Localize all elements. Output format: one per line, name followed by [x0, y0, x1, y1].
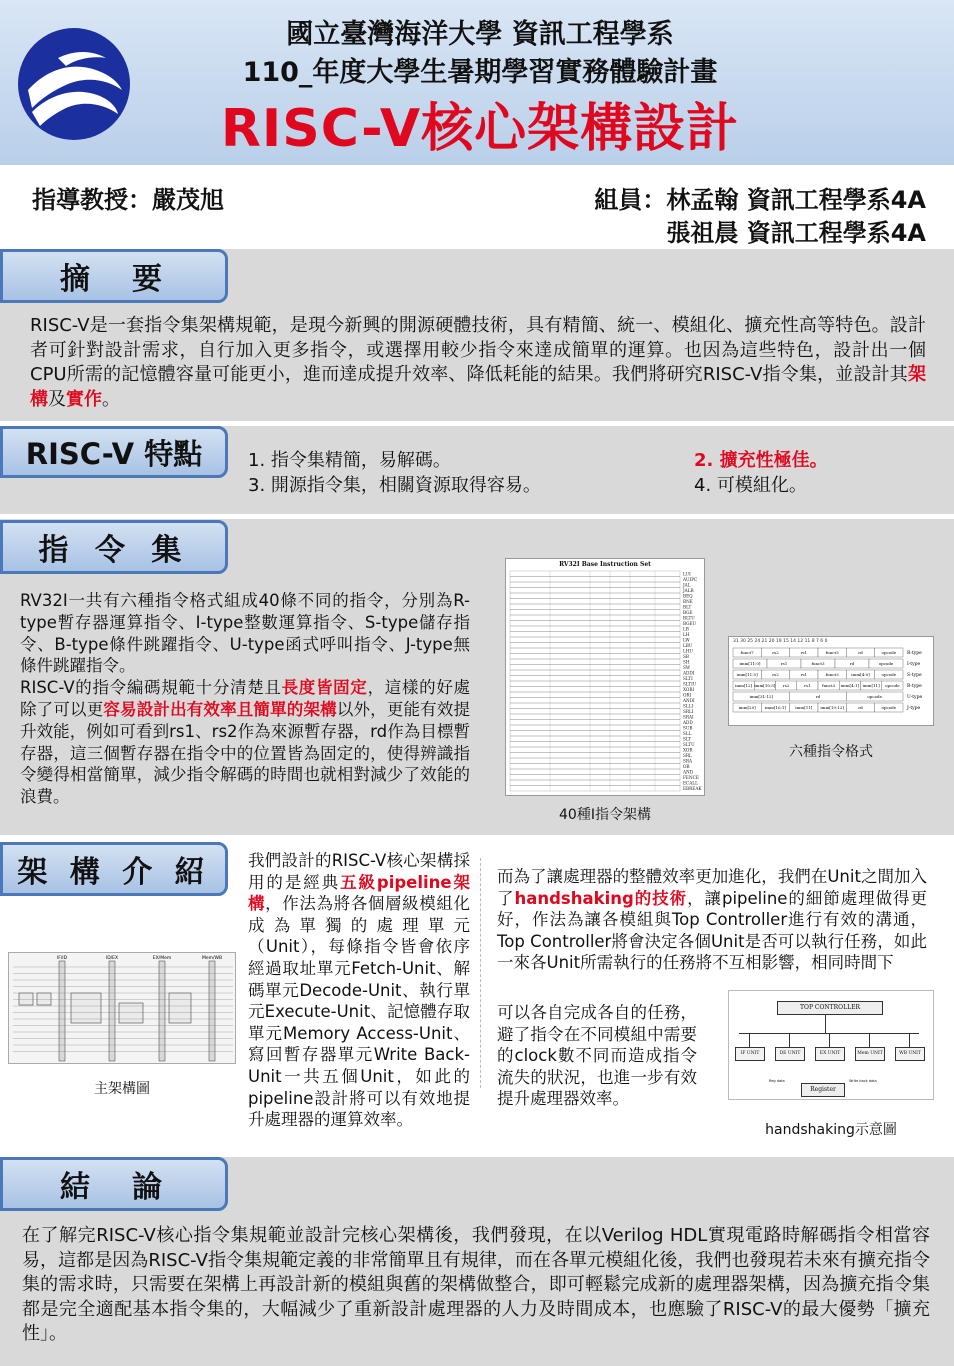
table-row	[510, 747, 680, 753]
format-field-label: imm[11:5]	[736, 672, 758, 677]
arch-right-text-2: 可以各自完成各自的任務，避了指令在不同模組中需要的clock數不同而造成指令流失的狀況，也進一步有效提升處理器效率。	[497, 1003, 697, 1109]
abstract-text: RISC-V是一套指令集架構規範，是現今新興的開源硬體技術，具有精簡、統一、模組化、擴充性高等特色。設計者可針對設計需求，自行加入更多指令，或選擇用較少指令來達成簡單的運算。也因為這些特色，設計出一個CPU所需的記憶體容量可能更小，進而達成提升效率、降低耗能的結果。我們將研究RISC-V指令集，並設計其架構及實作。	[30, 315, 926, 410]
format-field-label: rs1	[780, 661, 788, 666]
mnemonic-label: BGEU	[683, 620, 697, 626]
format-rows	[729, 646, 934, 726]
mnemonic-label: JALR	[683, 587, 694, 593]
format-field-label: imm[31:12]	[749, 694, 774, 699]
caption-main-arch: 主架構圖	[94, 1081, 150, 1097]
table-row	[510, 780, 680, 786]
feature-3: 3. 開源指令集，相關資源取得容易。	[248, 475, 541, 496]
stage-label: IF/ID	[56, 956, 68, 961]
format-field-label: imm[11]	[795, 705, 813, 710]
format-field-label: imm[10:1]	[765, 705, 786, 710]
format-field-label: rs2	[772, 672, 779, 677]
mnemonic-label: SLL	[683, 730, 692, 736]
mnemonic-label: SH	[683, 659, 690, 665]
mnemonic-label: SLTI	[683, 675, 693, 681]
mnemonic-label: SLTIU	[683, 681, 697, 687]
mnemonic-label: LH	[683, 631, 690, 637]
datapath-block	[169, 993, 191, 1023]
table-row	[510, 676, 680, 682]
format-field-label: funct3	[811, 661, 825, 666]
format-field-label: rs2	[772, 650, 779, 655]
table-row	[510, 659, 680, 665]
mnemonic-label: SRAI	[683, 714, 694, 720]
table-row	[510, 698, 680, 704]
table-row	[510, 599, 680, 605]
table-row	[510, 577, 680, 583]
pipeline-register	[159, 961, 165, 1061]
table-row	[510, 621, 680, 627]
mnemonic-label: EBREAK	[683, 785, 702, 791]
instruction-formats	[728, 636, 934, 726]
table-row	[510, 632, 680, 638]
mnemonic-label: SUB	[683, 725, 693, 731]
table-row	[510, 626, 680, 632]
format-field-label: rs1	[800, 650, 808, 655]
advisor-name: 指導教授：嚴茂旭	[32, 186, 224, 214]
feature-1: 1. 指令集精簡，易解碼。	[248, 450, 451, 471]
format-field-label: imm[12]	[735, 683, 753, 688]
mnemonic-label: BEQ	[683, 593, 693, 599]
table-row	[510, 670, 680, 676]
mnemonic-label: BLTU	[683, 615, 695, 621]
mnemonic-label: JAL	[683, 582, 691, 588]
format-type-label: I-type	[907, 662, 921, 667]
format-field-label: rd	[858, 650, 863, 655]
handshake-line	[869, 1033, 870, 1047]
mnemonic-label: SLLI	[683, 703, 694, 709]
wave-logo-icon	[18, 28, 130, 140]
table-row	[510, 720, 680, 726]
write-back-label: Write back data	[849, 1079, 877, 1083]
pipeline-schematic	[9, 953, 236, 1064]
handshaking-diagram	[728, 990, 934, 1100]
mnemonic-label: LW	[683, 637, 690, 643]
conclusion-heading: 結 論	[0, 1157, 228, 1211]
mnemonic-label: AND	[683, 769, 694, 775]
datapath-block	[37, 993, 51, 1005]
format-type-label: S-type	[907, 673, 922, 678]
table-row	[510, 654, 680, 660]
mnemonic-label: LUI	[683, 571, 691, 577]
format-field-label: funct7	[740, 650, 754, 655]
caption-instruction-table: 40種I指令架構	[559, 807, 651, 823]
university-name: 國立臺灣海洋大學 資訊工程學系	[286, 19, 674, 50]
handshake-line	[749, 1033, 750, 1047]
mnemonic-label: FENCE	[683, 774, 699, 780]
arch-left-text: 我們設計的RISC-V核心架構採用的是經典五級pipeline架構，作法為將各個層級模組化成為單獨的處理單元（Unit），每條指令皆會依序經過取址單元Fetch-Unit、解碼單元Decode-Unit、執行單元Execute-Unit、記憶體存取單元Memory Access-Unit、寫回暫存器單元Write Back-Unit一共五個Unit，如此的pipeline設計將可以有效地提升處理器的運算效率。	[248, 851, 471, 1130]
table-row	[510, 610, 680, 616]
stage-label: ID/EX	[105, 956, 119, 961]
table-row	[510, 736, 680, 742]
format-field-label: funct3	[825, 650, 839, 655]
pipeline-register	[209, 961, 215, 1061]
conclusion-text: 在了解完RISC-V核心指令集規範並設計完核心架構後，我們發現，在以Verilog HDL實現電路時解碼指令相當容易，這都是因為RISC-V指令集規範定義的非常簡單且有規律，而在各單元模組化後，我們也發現若未來有擴充指令集的需求時，只需要在架構上再設計新的模組與舊的架構做整合，即可輕鬆完成新的處理器架構，因為擴充指令集都是完全適配基本指令集的，大幅減少了重新設計處理器的人力及時間成本，也應驗了RISC-V的最大優勢「擴充性」。	[22, 1225, 930, 1344]
table-row	[510, 582, 680, 588]
mnemonic-label: BNE	[683, 598, 693, 604]
pipeline-unit-box: IF UNIT	[735, 1047, 765, 1061]
university-logo	[18, 28, 130, 140]
format-field-label: rs2	[782, 683, 790, 688]
mnemonic-label: BGE	[683, 609, 693, 615]
format-field-label: imm[4:1]	[840, 683, 860, 688]
mnemonic-label: AUIPC	[683, 576, 698, 582]
table-row	[510, 588, 680, 594]
caption-formats: 六種指令格式	[789, 744, 873, 760]
feature-4: 4. 可模組化。	[694, 475, 807, 496]
format-type-label: J-type	[907, 706, 921, 711]
table-row	[510, 593, 680, 599]
table-row	[510, 648, 680, 654]
mnemonic-label: ORI	[683, 692, 692, 698]
mnemonic-label: LBU	[683, 642, 693, 648]
program-name: 110_年度大學生暑期學習實務體驗計畫	[242, 57, 718, 88]
mnemonic-label: XORI	[683, 686, 695, 692]
table-row	[510, 643, 680, 649]
instruction-table-title: RV32I Base Instruction Set	[559, 561, 651, 568]
format-field-label: imm[19:12]	[820, 705, 844, 710]
table-row	[510, 758, 680, 764]
features-heading: RISC-V 特點	[0, 426, 228, 478]
format-field-label: opcode	[885, 683, 900, 688]
table-row	[510, 615, 680, 621]
format-field-label: funct3	[825, 672, 839, 677]
mnemonic-label: BLT	[683, 604, 692, 610]
format-type-label: B-type	[907, 684, 922, 689]
table-row	[510, 786, 680, 792]
table-row	[510, 637, 680, 643]
mnemonic-label: ADDI	[683, 670, 695, 676]
format-field-label: opcode	[881, 705, 897, 710]
top-controller-box: TOP CONTROLLER	[777, 1001, 883, 1015]
mnemonic-label: SW	[683, 664, 691, 670]
isa-heading: 指 令 集	[0, 520, 228, 574]
table-row	[510, 714, 680, 720]
instruction-table	[505, 558, 705, 796]
format-field-label: rs1	[804, 683, 811, 688]
mnemonic-label: XOR	[683, 747, 693, 753]
stage-label: Mem/WB	[201, 956, 223, 961]
mnemonic-label: OR	[683, 763, 690, 769]
pipeline-register	[109, 961, 115, 1061]
table-row	[510, 571, 680, 577]
mnemonic-label: SLT	[683, 736, 692, 742]
mnemonic-label: ADD	[683, 719, 693, 725]
mnemonic-label: LHU	[683, 648, 693, 654]
format-field-label: imm[20]	[738, 705, 756, 710]
table-row	[510, 665, 680, 671]
pipeline-unit-box: EX UNIT	[815, 1047, 845, 1061]
mnemonic-label: SB	[683, 653, 689, 659]
table-row	[510, 769, 680, 775]
format-field-label: funct3	[822, 683, 836, 688]
reg-data-label: Reg data	[769, 1079, 785, 1083]
stage-label: EX/Mem	[152, 956, 172, 961]
mnemonic-label: SLTU	[683, 741, 695, 747]
table-row	[510, 687, 680, 693]
table-row	[510, 731, 680, 737]
format-field-label: rd	[858, 705, 863, 710]
arch-right-text: 而為了讓處理器的整體效率更加進化，我們在Unit之間加入了handshaking的技術，讓pipeline的細節處理做得更好，作法為讓各模組與Top Controller進行有效的溝通，Top Controller將會決定各個Unit是否可以執行任務，如此一來各Unit所需執行的任務將不互相影響，相同時間下	[497, 867, 928, 973]
poster-title: RISC-V核心架構設計	[220, 99, 740, 159]
format-field-label: rd	[849, 661, 855, 666]
format-field-label: rs1	[800, 672, 808, 677]
bit-positions: 31 30 25 24 21 20 19 15 14 12 11 8 7 6 0	[733, 639, 828, 644]
table-row	[510, 604, 680, 610]
table-row	[510, 692, 680, 698]
table-row	[510, 709, 680, 715]
main-architecture-diagram	[8, 952, 236, 1064]
member-2: 張祖晨 資訊工程學系4A	[666, 219, 926, 247]
table-row	[510, 681, 680, 687]
pipeline-register	[59, 961, 65, 1061]
format-field-label: imm[11:0]	[739, 661, 761, 666]
table-row	[510, 764, 680, 770]
datapath-block	[71, 993, 101, 1023]
handshake-line	[789, 1033, 790, 1047]
member-1: 組員：林孟翰 資訊工程學系4A	[594, 186, 926, 214]
handshake-line	[829, 1033, 830, 1047]
register-box: Register	[801, 1083, 845, 1097]
mnemonic-label: LB	[683, 626, 689, 632]
table-row	[510, 703, 680, 709]
table-row	[510, 753, 680, 759]
format-field-label: imm[10:5]	[754, 683, 776, 688]
instruction-table-grid	[506, 569, 705, 796]
format-type-label: U-type	[907, 695, 923, 700]
arch-heading: 架 構 介 紹	[0, 842, 228, 896]
pipeline-unit-box: Mem UNIT	[855, 1047, 885, 1061]
mnemonic-label: SRL	[683, 752, 692, 758]
mnemonic-label: SRA	[683, 758, 693, 764]
mnemonic-label: ANDI	[683, 697, 695, 703]
format-field-label: opcode	[881, 672, 897, 677]
format-field-label: imm[11]	[862, 683, 880, 688]
handshake-line	[909, 1033, 910, 1047]
format-type-label: R-type	[907, 651, 922, 656]
isa-text: RV32I一共有六種指令格式組成40條不同的指令，分別為R-type暫存器運算指令、I-type整數運算指令、S-type儲存指令、B-type條件跳躍指令、U-type函式呼叫指令、J-type無條件跳躍指令。 RISC-V的指令編碼規範十分清楚且長度皆固定，這樣的好處除了可以更容易設計出有效率且簡單的架構以外，更能有效提升效能，例如可看到rs1、rs2作為來源暫存器，rd作為目標暫存器，這三個暫存器在指令中的位置皆為固定的，使得辨識指令變得相當簡單，減少指令解碼的時間也就相對減少了效能的浪費。	[20, 591, 471, 807]
format-field-label: opcode	[867, 694, 882, 699]
feature-2: 2. 擴充性極佳。	[694, 450, 828, 471]
format-field-label: rd	[815, 694, 821, 699]
abstract-heading: 摘 要	[0, 249, 228, 303]
mnemonic-label: SRLI	[683, 708, 694, 714]
datapath-block	[19, 993, 33, 1005]
format-field-label: opcode	[881, 650, 897, 655]
format-field-label: opcode	[878, 661, 894, 666]
format-field-label: imm[4:0]	[851, 672, 870, 677]
pipeline-unit-box: DE UNIT	[775, 1047, 805, 1061]
table-row	[510, 775, 680, 781]
mnemonic-label: ECALL	[683, 780, 698, 786]
table-row	[510, 725, 680, 731]
table-row	[510, 742, 680, 748]
pipeline-unit-box: WB UNIT	[895, 1047, 925, 1061]
column-divider	[480, 858, 481, 1088]
caption-handshaking: handshaking示意圖	[765, 1122, 897, 1138]
